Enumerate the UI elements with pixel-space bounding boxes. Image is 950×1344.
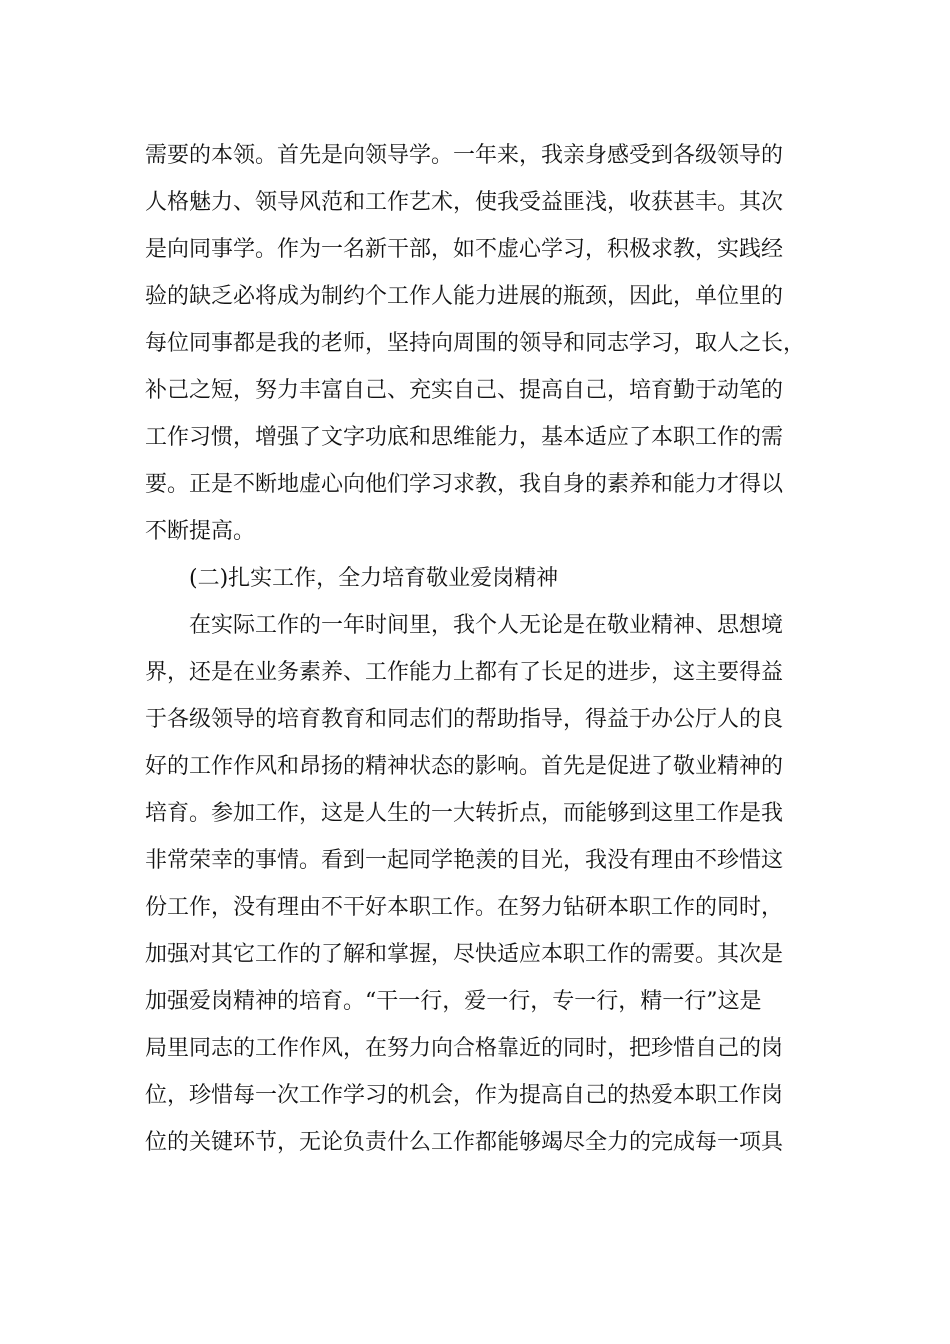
paragraph-3-line-12: 位的关键环节，无论负责什么工作都能够竭尽全力的完成每一项具 [145,1130,784,1155]
paragraph-1-line-3: 是向同事学。作为一名新干部，如不虚心学习，积极求教，实践经 [145,237,784,262]
paragraph-3-line-9: 加强爱岗精神的培育。“干一行，爱一行，专一行，精一行”这是 [145,989,762,1014]
paragraph-3-line-6: 非常荣幸的事情。看到一起同学艳羡的目光，我没有理由不珍惜这 [145,848,784,873]
paragraph-1-line-9: 不断提高。 [145,519,256,544]
paragraph-1-line-6: 补己之短，努力丰富自己、充实自己、提高自己，培育勤于动笔的 [145,378,784,403]
paragraph-3-line-11: 位，珍惜每一次工作学习的机会，作为提高自己的热爱本职工作岗 [145,1083,784,1108]
paragraph-3-line-5: 培育。参加工作，这是人生的一大转折点，而能够到这里工作是我 [145,801,784,826]
section-heading: (二)扎实工作，全力培育敬业爱岗精神 [189,566,559,591]
document-body [145,132,810,1166]
paragraph-3-line-8: 加强对其它工作的了解和掌握，尽快适应本职工作的需要。其次是 [145,942,784,967]
paragraph-3-line-4: 好的工作作风和昂扬的精神状态的影响。首先是促进了敬业精神的 [145,754,784,779]
paragraph-3-line-7: 份工作，没有理由不干好本职工作。在努力钻研本职工作的同时， [145,895,784,920]
paragraph-1-line-8: 要。正是不断地虚心向他们学习求教，我自身的素养和能力才得以 [145,472,784,497]
paragraph-1-line-1: 需要的本领。首先是向领导学。一年来，我亲身感受到各级领导的 [145,143,784,168]
paragraph-1-line-5: 每位同事都是我的老师，坚持向周围的领导和同志学习，取人之长， [145,331,806,356]
paragraph-1-line-7: 工作习惯，增强了文字功底和思维能力，基本适应了本职工作的需 [145,425,784,450]
paragraph-1-line-2: 人格魅力、领导风范和工作艺术，使我受益匪浅，收获甚丰。其次 [145,190,784,215]
paragraph-3-line-10: 局里同志的工作作风，在努力向合格靠近的同时，把珍惜自己的岗 [145,1036,784,1061]
paragraph-3-line-2: 界，还是在业务素养、工作能力上都有了长足的进步，这主要得益 [145,660,784,685]
paragraph-3-line-3: 于各级领导的培育教育和同志们的帮助指导，得益于办公厅人的良 [145,707,784,732]
paragraph-3-line-1: 在实际工作的一年时间里，我个人无论是在敬业精神、思想境 [189,613,784,638]
paragraph-1-line-4: 验的缺乏必将成为制约个工作人能力进展的瓶颈，因此，单位里的 [145,284,784,309]
